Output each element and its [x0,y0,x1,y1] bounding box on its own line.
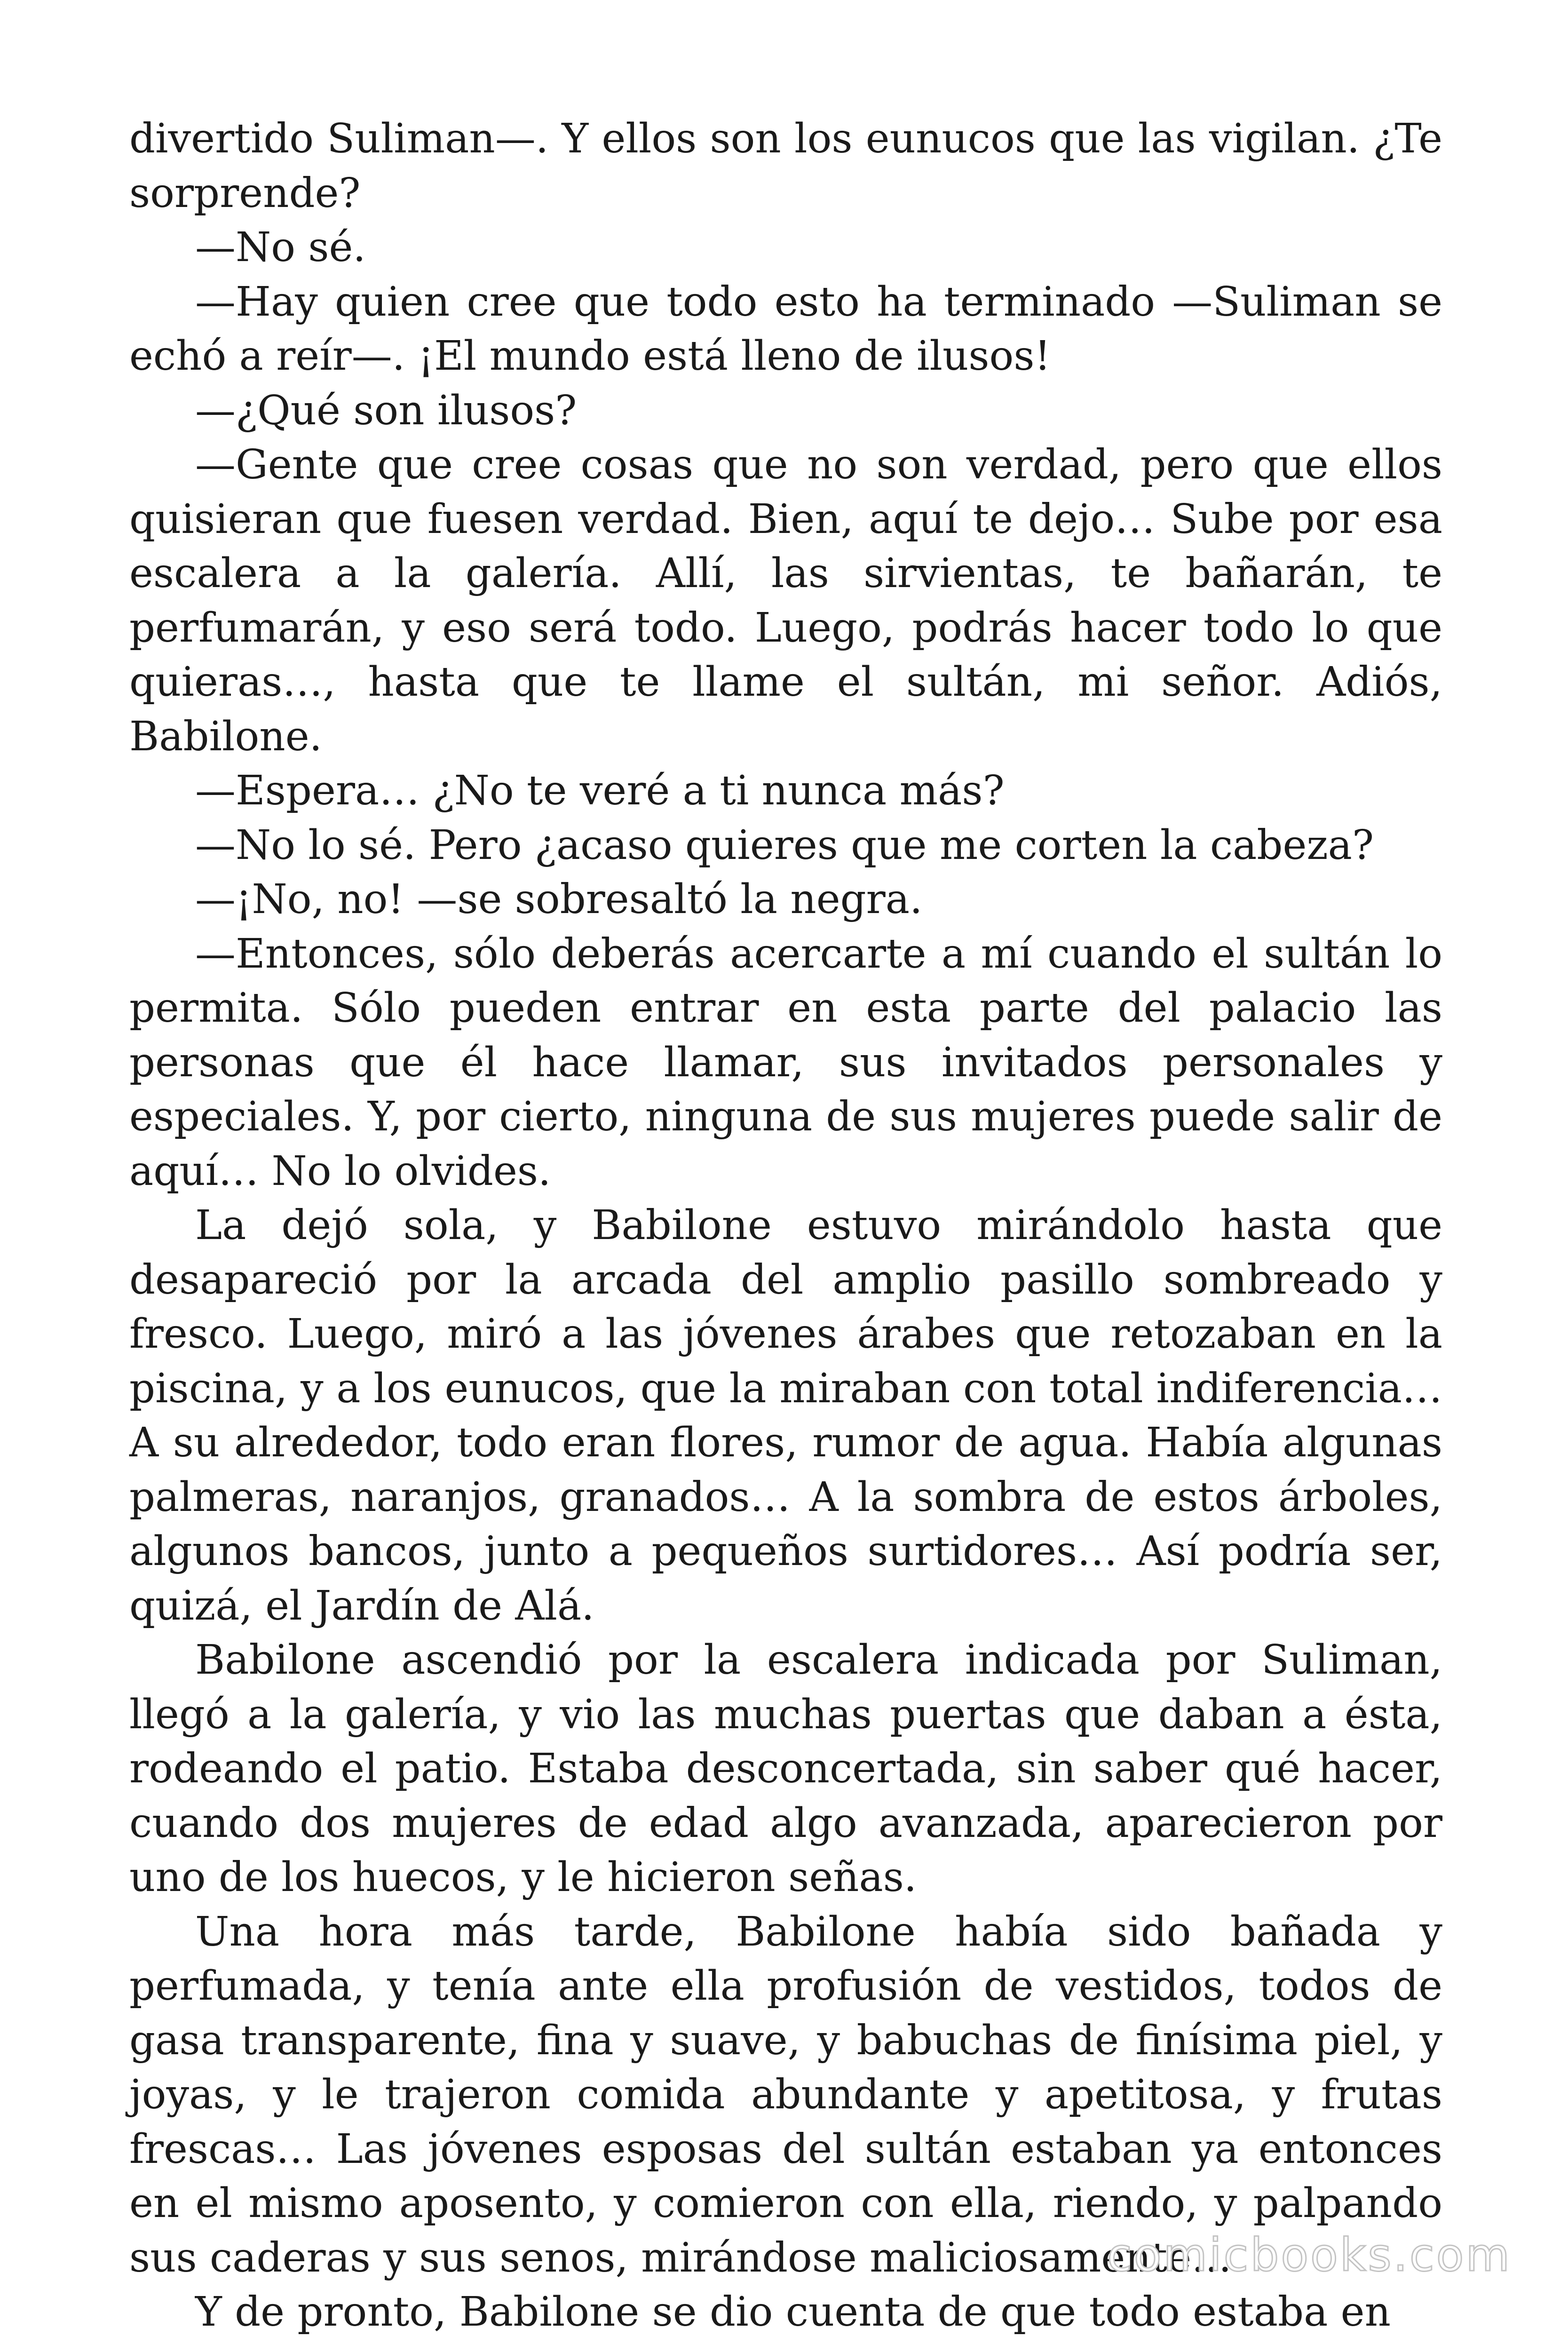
page-text [129,112,1442,2340]
paragraph-7: —No lo sé. Pero ¿acaso quieres que me corten la cabeza? [195,821,1374,869]
paragraph-12: Una hora más tarde, Babilone había sido bañada y perfumada, y tenía ante ella profusión de vestidos, todos de gasa transparente, fina y suave, y babuchas de finísima piel, y joyas, y le trajeron comida abundante y apetitosa, y frutas frescas… Las jóvenes esposas del sultán estaban ya entonces en el mismo aposento, y comieron con ella, riendo, y palpando sus caderas y sus senos, mirándose maliciosamente… [129,1908,1442,2281]
paragraph-11: Babilone ascendió por la escalera indicada por Suliman, llegó a la galería, y vio las muchas puertas que daban a ésta, rodeando el patio. Estaba desconcertada, sin saber qué hacer, cuando dos mujeres de edad algo avanzada, aparecieron por uno de los huecos, y le hicieron señas. [129,1637,1442,1901]
paragraph-1: divertido Suliman—. Y ellos son los eunucos que las vigilan. ¿Te sorprende? [129,115,1442,217]
paragraph-3: —Hay quien cree que todo esto ha terminado —Suliman se echó a reír—. ¡El mundo está lleno de ilusos! [129,278,1442,380]
paragraph-4: —¿Qué son ilusos? [195,387,577,434]
paragraph-5: —Gente que cree cosas que no son verdad, pero que ellos quisieran que fuesen verdad. Bien, aquí te dejo… Sube por esa escalera a la galería. Allí, las sirvientas, te bañarán, te perfumarán, y eso será todo. Luego, podrás hacer todo lo que quieras…, hasta que te llame el sultán, mi señor. Adiós, Babilone. [129,441,1442,760]
paragraph-8: —¡No, no! —se sobresaltó la negra. [195,876,923,923]
paragraph-13: Y de pronto, Babilone se dio cuenta de que todo estaba en [195,2288,1391,2336]
watermark: comicbooks.com [1107,2229,1512,2281]
paragraph-10: La dejó sola, y Babilone estuvo mirándolo hasta que desapareció por la arcada del amplio pasillo sombreado y fresco. Luego, miró a las jóvenes árabes que retozaban en la piscina, y a los eunucos, que la miraban con total indiferencia… A su alrededor, todo eran flores, rumor de agua. Había algunas palmeras, naranjos, granados… A la sombra de estos árboles, algunos bancos, junto a pequeños surtidores… Así podría ser, quizá, el Jardín de Alá. [129,1202,1442,1629]
paragraph-6: —Espera… ¿No te veré a ti nunca más? [195,767,1005,814]
paragraph-9: —Entonces, sólo deberás acercarte a mí cuando el sultán lo permita. Sólo pueden entrar en esta parte del palacio las personas que él hace llamar, sus invitados personales y especiales. Y, por cierto, ninguna de sus mujeres puede salir de aquí… No lo olvides. [129,930,1442,1195]
paragraph-2: —No sé. [195,224,366,271]
